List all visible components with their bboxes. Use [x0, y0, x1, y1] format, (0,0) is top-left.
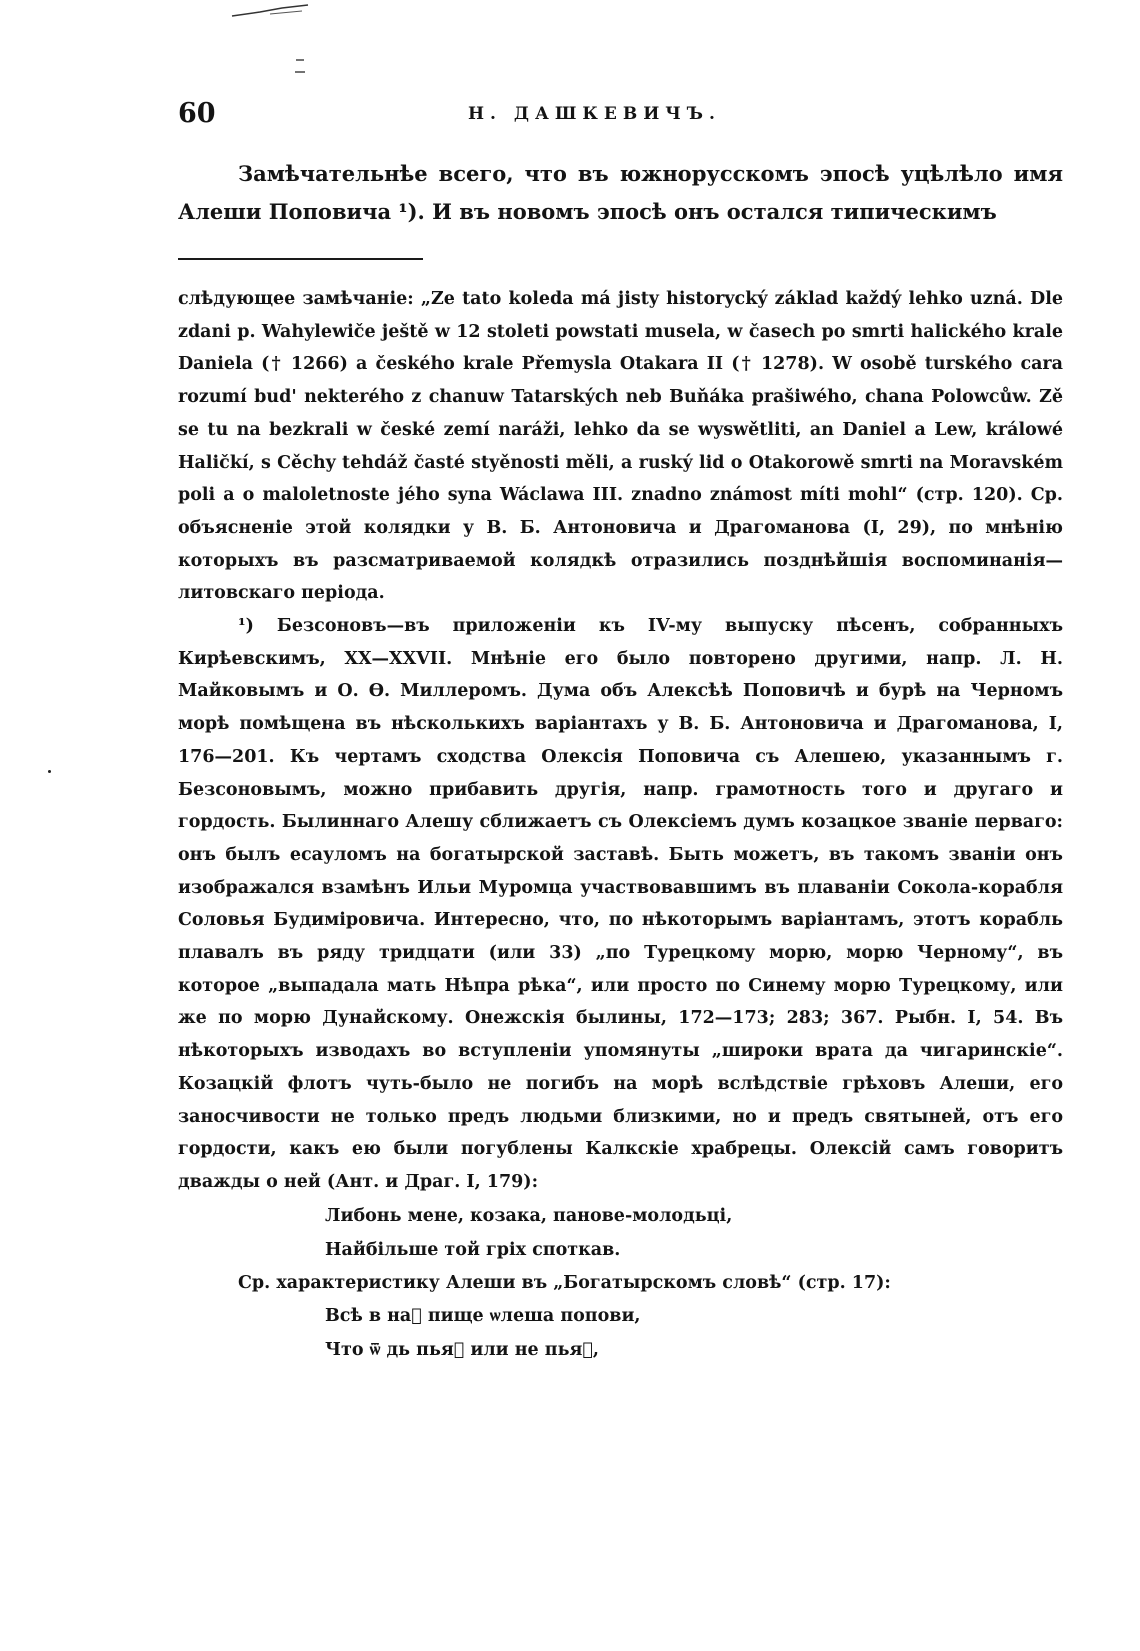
footnote-1 [178, 610, 1063, 1199]
scan-artifact-dot [48, 770, 51, 773]
footnotes-block [178, 283, 1063, 1367]
scan-artifact-dash [292, 50, 308, 80]
main-text [178, 155, 1063, 231]
main-paragraph: Замѣчательнѣе всего, что въ южнорусскомъ эпосѣ уцѣлѣло имя Алеши Поповича ¹). И въ новомъ эпосѣ онъ остался типическимъ [178, 161, 1063, 224]
footnote-marker: ¹) [238, 616, 254, 637]
footnote-comparison: Ср. характеристику Алеши въ „Богатырскомъ словѣ“ (стр. 17): [238, 1272, 891, 1293]
verse-line: Найбільше той гріх споткав. [325, 1239, 621, 1260]
scan-artifact-mark [230, 2, 320, 20]
page-number: 60 [178, 98, 216, 129]
verse-line: Что ѿ дь пьяⷮ или не пьяⷮ, [325, 1340, 599, 1361]
verse-quote-2 [178, 1299, 1063, 1367]
verse-line: Всѣ в наⷮ пище ѡлеша попови, [325, 1306, 641, 1327]
running-head: Н. ДАШКЕВИЧЪ. [468, 104, 721, 124]
footnote-separator [178, 258, 423, 260]
verse-line: Либонь мене, козака, панове-молодьці, [325, 1205, 733, 1226]
footnote-continuation: слѣдующее замѣчаніе: „Ze tato koleda má jisty historycký základ každý lehko uzná. Dle zdani p. Wahylewiče ještě w 12 stoleti powstati musela, w časech po smrti halického krale Daniela († 1266) a českého krale Přemysla Otakara II († 1278). W osobě turského cara rozumí bud' nekterého z chanuw Tatarských neb Buňáka prašiwého, chana Polowcůw. Zě se tu na bezkrali w české zemí naráži, lehko da se wyswětliti, an Daniel a Lew, králowé Haličkí, s Cěchy tehdáž časté styěnosti měli, a ruský lid o Otakorowě smrti na Moravském poli a o maloletnoste jého syna Wáclawa III. znadno známost míti mohl“ (стр. 120). Ср. объясненіе этой колядки у В. Б. Антоновича и Драгоманова (I, 29), по мнѣнію которыхъ въ разсматриваемой колядкѣ отразились позднѣйшія воспоминанія—литовскаго періода. [178, 289, 1063, 604]
page-header [178, 98, 1078, 138]
footnote-1-text: Безсоновъ—въ приложеніи къ IV-му выпуску пѣсенъ, собранныхъ Кирѣевскимъ, XX—XXVII. Мнѣніе его было повторено другими, напр. Л. Н. Майковымъ и О. Ѳ. Миллеромъ. Дума объ Алексѣѣ Поповичѣ и бурѣ на Черномъ морѣ помѣщена въ нѣсколькихъ варіантахъ у В. Б. Антоновича и Драгоманова, I, 176—201. Къ чертамъ сходства Олексія Поповича съ Алешею, указаннымъ г. Безсоновымъ, можно прибавить другія, напр. грамотность того и другаго и гордость. Былиннаго Алешу сближаетъ съ Олексіемъ думъ козацкое званіе перваго: онъ былъ есауломъ на богатырской заставѣ. Быть можетъ, въ такомъ званіи онъ изображался взамѣнъ Ильи Муромца участвовавшимъ въ плаваніи Сокола-корабля Соловья Будиміровича. Интересно, что, по нѣкоторымъ варіантамъ, этотъ корабль плавалъ въ ряду тридцати (или 33) „по Турецкому морю, морю Черному“, въ которое „выпадала мать Нѣпра рѣка“, или просто по Синему морю Турецкому, или же по морю Дунайскому. Онежскія былины, 172—173; 283; 367. Рыбн. I, 54. Въ нѣкоторыхъ изводахъ во вступленіи упомянуты „широки врата да чигаринскіе“. Козацкій флотъ чуть-было не погибъ на морѣ вслѣдствіе грѣховъ Алеши, его заносчивости не только предъ людьми близкими, но и предъ святыней, отъ его гордости, какъ ею были погублены Калкскіе храбрецы. Олексій самъ говоритъ дважды о ней (Ант. и Драг. I, 179): [178, 616, 1063, 1192]
verse-quote-1 [178, 1199, 1063, 1267]
